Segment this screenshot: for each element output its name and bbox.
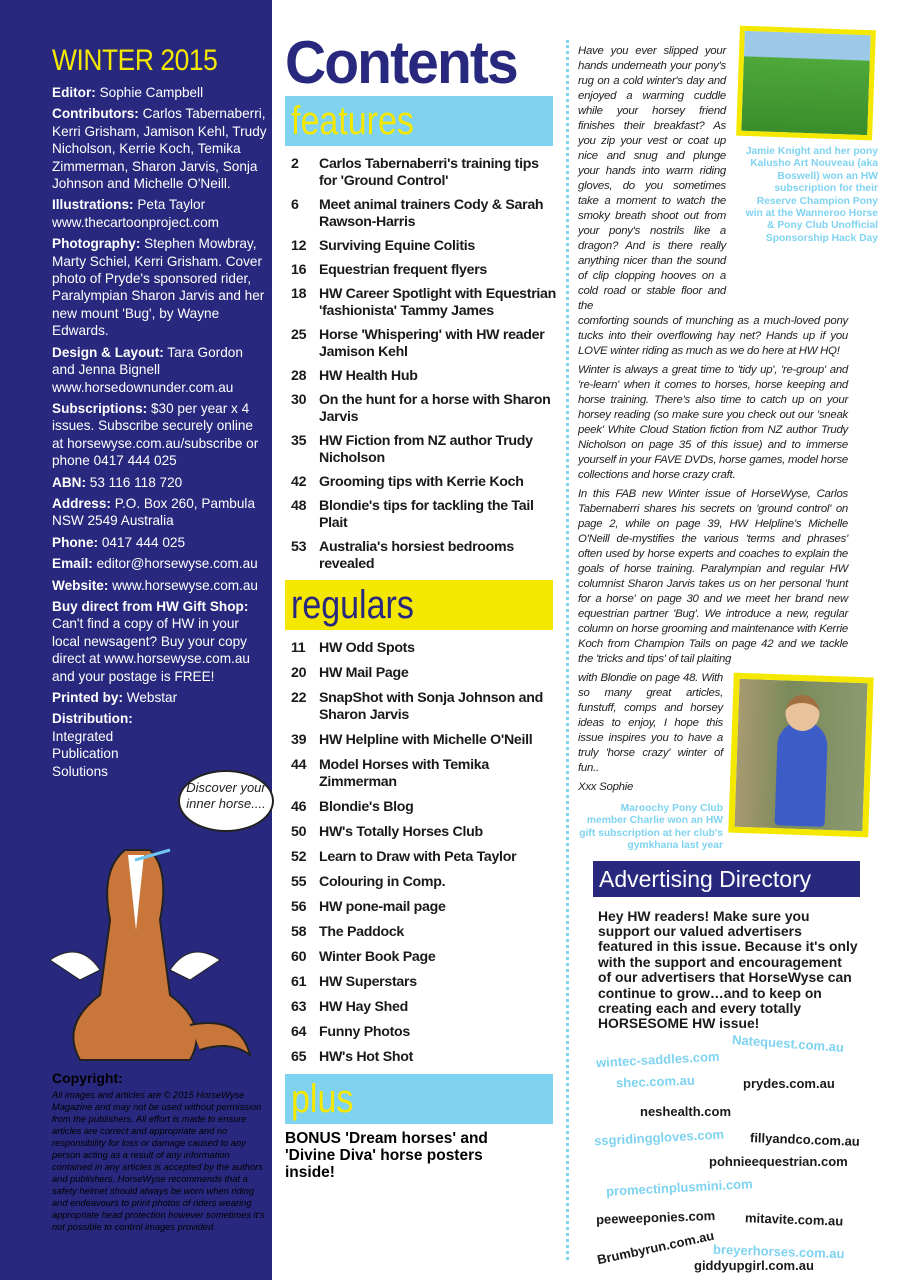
page-number: 30 — [291, 392, 307, 408]
article-title: HW Mail Page — [319, 665, 409, 681]
page-number: 42 — [291, 474, 307, 490]
page-number: 39 — [291, 732, 307, 748]
photo-charlie — [728, 673, 873, 838]
address-info: Address: P.O. Box 260, Pambula NSW 2549 Australia — [52, 495, 256, 529]
page-number: 20 — [291, 665, 307, 681]
page-number: 11 — [291, 640, 306, 656]
advertiser-link[interactable]: peeweeponies.com — [595, 1207, 716, 1227]
contents-item — [291, 949, 557, 966]
bonus-posters-note: BONUS 'Dream horses' and 'Divine Diva' horse posters inside! — [285, 1130, 488, 1181]
copyright-text: All images and articles are © 2015 HorseWyse Magazine and may not be used without permission from the publishers. All effort is made to ensure articles are correct and appropriate and no responsibility for loss or damage caused to any person acting as a result of any information contained in any articles is accepted by the authors and publishers. HorseWyse recommends that a safety helmet should always be worn when riding and endeavours to print photos of riders wearing appropriate head protection however sometimes it's not possible to control images provided. — [52, 1090, 265, 1232]
contents-item — [291, 392, 557, 426]
photo-caption: Maroochy Pony Club member Charlie won an HW gift subscription at her club's gymkhana last year — [579, 803, 723, 852]
advertiser-link[interactable]: promectinplusmini.com — [605, 1176, 753, 1199]
page-number: 50 — [291, 824, 307, 840]
article-title: Grooming tips with Kerrie Koch — [319, 474, 524, 490]
illustrations-credit: Illustrations: Peta Taylor www.thecartoonproject.com — [52, 197, 219, 230]
article-title: Learn to Draw with Peta Taylor — [319, 849, 517, 865]
contents-item — [291, 732, 557, 749]
copyright-block — [52, 1070, 267, 1233]
article-title: Colouring in Comp. — [319, 874, 446, 890]
website-info: Website: www.horsewyse.com.au — [52, 577, 258, 593]
article-title: HW's Hot Shot — [319, 1049, 414, 1065]
page-number: 56 — [291, 899, 307, 915]
editorial-paragraph: with Blondie on page 48. With so many great articles, funstuff, comps and horsey ideas to enjoy, I hope this issue inspires you to have a truly 'horse crazy' winter of fun.. — [578, 672, 723, 774]
giftshop-info: Buy direct from HW Gift Shop: Can't find a copy of HW in your local newsagent? Buy your copy direct at www.horsewyse.com.au and your postage is FREE! — [52, 598, 250, 684]
page-number: 64 — [291, 1024, 307, 1040]
contents-item — [291, 1024, 557, 1041]
advertiser-list — [578, 1031, 890, 1273]
advertising-intro: Hey HW readers! Make sure you support our valued advertisers featured in this issue. Because it's only with the support and encouragement of our advertisers that HorseWyse can continue to grow…and to keep on creating each and every totally HORSESOME HW issue! — [598, 907, 858, 1032]
page-number: 46 — [291, 799, 307, 815]
page-number: 35 — [291, 433, 307, 449]
article-title: HW Odd Spots — [319, 640, 415, 656]
advertiser-link[interactable]: fillyandco.com.au — [749, 1129, 861, 1149]
article-title: Blondie's tips for tackling the Tail Plait — [319, 498, 534, 531]
page-number: 53 — [291, 539, 307, 555]
advertiser-link[interactable]: pohnieequestrian.com — [709, 1153, 848, 1169]
editorial-paragraph: Have you ever slipped your hands underneath your pony's rug on a cold winter's day and enjoyed a warming cuddle while your horsey friend finishes their breakfast? As you zip your vest or coat up nice and snug and plunge your hands into warm riding gloves, do you sometimes take a moment to watch the smoky breath shoot out from your pony's nostrils like a dragon? And is there really anything nicer than the sound of clip clopping hooves on a cold road or stable floor and the — [578, 45, 726, 312]
advertiser-link[interactable]: mitavite.com.au — [744, 1210, 844, 1229]
article-title: On the hunt for a horse with Sharon Jarvis — [319, 392, 551, 425]
article-title: HW Hay Shed — [319, 999, 408, 1015]
article-title: SnapShot with Sonja Johnson and Sharon Jarvis — [319, 690, 544, 723]
meditating-horse-illustration — [40, 835, 255, 1065]
speech-bubble: Discover your inner horse.... — [178, 770, 274, 832]
contents-item — [291, 238, 557, 255]
photography-credit: Photography: Stephen Mowbray, Marty Schiel, Kerri Grisham. Cover photo of Pryde's sponsored rider, Paralympian Sharon Jarvis and her new mount 'Bug', by Wayne Edwards. — [52, 236, 265, 339]
editorial-column — [578, 44, 890, 1272]
article-title: Model Horses with Temika Zimmerman — [319, 757, 489, 790]
contents-item — [291, 899, 557, 916]
contents-item — [291, 156, 557, 190]
contents-item — [291, 433, 557, 467]
advertiser-link[interactable]: Natequest.com.au — [731, 1031, 845, 1055]
email-info: Email: editor@horsewyse.com.au — [52, 556, 258, 572]
editor-credit: Editor: Sophie Campbell — [52, 85, 204, 100]
editorial-paragraph: comforting sounds of munching as a much-loved pony tucks into their overflowing hay net? Hands up if you LOVE winter riding as much as we do here at HW HQ! — [578, 315, 848, 357]
page-number: 18 — [291, 286, 307, 302]
advertiser-link[interactable]: wintec-saddles.com — [595, 1048, 720, 1071]
article-title: Horse 'Whispering' with HW reader Jamison Kehl — [319, 327, 545, 360]
contents-item — [291, 690, 557, 724]
page-number: 6 — [291, 197, 299, 213]
features-list — [285, 146, 557, 573]
article-title: Carlos Tabernaberri's training tips for 'Ground Control' — [319, 156, 539, 189]
page-number: 25 — [291, 327, 307, 343]
regulars-list — [285, 630, 557, 1066]
contents-item — [291, 640, 557, 657]
features-header: features — [285, 96, 553, 146]
article-title: The Paddock — [319, 924, 404, 940]
page-title: Contents — [285, 29, 517, 96]
subscriptions-info: Subscriptions: $30 per year x 4 issues. Subscribe securely online at horsewyse.com.au/subscribe or phone 0417 444 025 — [52, 400, 259, 469]
editorial-paragraph: In this FAB new Winter issue of HorseWyse, Carlos Tabernaberri shares his secrets on 'ground control' on page 2, while on page 39, HW Helpline's Michelle O'Neill de-mystifies the various 'terms and phrases' often used by horse experts and coaches to explain the goals of horse training. Paralympian and regular HW columnist Sharon Jarvis takes us on her personal 'hunt for a horse' on page 30 and we meet her brand new equestrian partner 'Bug'. We introduce a new, regular column on horse grooming and maintenance with Kerrie Koch from Champion Tails on page 42 and we tackle the 'tricks and tips' of tail plaiting — [578, 488, 848, 665]
article-title: Funny Photos — [319, 1024, 410, 1040]
distribution-info: Distribution: Integrated Publication Solutions — [52, 711, 133, 779]
advertiser-link[interactable]: ssgridinggloves.com — [593, 1126, 725, 1149]
contents-item — [291, 327, 557, 361]
contents-item — [291, 924, 557, 941]
advertiser-link[interactable]: neshealth.com — [640, 1103, 732, 1119]
contents-item — [291, 799, 557, 816]
page-number: 48 — [291, 498, 307, 514]
article-title: Meet animal trainers Cody & Sarah Rawson-Harris — [319, 197, 544, 230]
dotted-divider — [566, 40, 569, 1260]
article-title: Surviving Equine Colitis — [319, 238, 475, 254]
contents-item — [291, 262, 557, 279]
page-number: 2 — [291, 156, 299, 172]
regulars-header: regulars — [285, 580, 553, 630]
contents-item — [291, 286, 557, 320]
page-number: 60 — [291, 949, 307, 965]
page-number: 61 — [291, 974, 307, 990]
advertiser-link[interactable]: breyerhorses.com.au — [712, 1241, 845, 1262]
copyright-title: Copyright: — [52, 1070, 123, 1086]
contents-item — [291, 539, 557, 573]
page-number: 65 — [291, 1049, 307, 1065]
article-title: HW's Totally Horses Club — [319, 824, 483, 840]
page-number: 22 — [291, 690, 307, 706]
page-number: 44 — [291, 757, 307, 773]
page-number: 16 — [291, 262, 307, 278]
page-number: 55 — [291, 874, 307, 890]
article-title: HW Fiction from NZ author Trudy Nicholson — [319, 433, 533, 466]
page-number: 12 — [291, 238, 307, 254]
page-number: 52 — [291, 849, 307, 865]
article-title: Equestrian frequent flyers — [319, 262, 488, 278]
page-number: 28 — [291, 368, 307, 384]
contents-item — [291, 665, 557, 682]
advertiser-link[interactable]: shec.com.au — [615, 1072, 696, 1091]
printer-info: Printed by: Webstar — [52, 690, 178, 705]
advertiser-link[interactable]: giddyupgirl.com.au — [694, 1257, 814, 1273]
article-title: HW Career Spotlight with Equestrian 'fashionista' Tammy James — [319, 286, 557, 319]
contents-item — [291, 874, 557, 891]
contents-item — [291, 368, 557, 385]
article-title: Winter Book Page — [319, 949, 436, 965]
contents-item — [291, 1049, 557, 1066]
design-credit: Design & Layout: Tara Gordon and Jenna Bignell www.horsedownunder.com.au — [52, 344, 243, 395]
article-title: HW Superstars — [319, 974, 417, 990]
contents-item — [291, 498, 557, 532]
contents-item — [291, 757, 557, 791]
contents-column — [285, 30, 557, 1181]
contents-item — [291, 849, 557, 866]
photo-jamie-knight — [736, 26, 876, 141]
phone-info: Phone: 0417 444 025 — [52, 534, 186, 550]
contents-item — [291, 474, 557, 491]
page-number: 58 — [291, 924, 307, 940]
article-title: Australia's horsiest bedrooms revealed — [319, 539, 514, 572]
article-title: HW pone-mail page — [319, 899, 446, 915]
contents-item — [291, 974, 557, 991]
page-number: 63 — [291, 999, 307, 1015]
issue-title: WINTER 2015 — [52, 44, 218, 77]
contributors-credit: Contributors: Carlos Tabernaberri, Kerri Grisham, Jamison Kehl, Trudy Nicholson, Kerrie Koch, Temika Zimmerman, Sharon Jarvis, Sonja Johnson and Michelle O'Neill. — [52, 106, 267, 192]
advertising-directory-header: Advertising Directory — [593, 861, 860, 897]
abn-info: ABN: 53 116 118 720 — [52, 474, 183, 490]
contents-item — [291, 824, 557, 841]
advertiser-link[interactable]: prydes.com.au — [743, 1075, 835, 1091]
contents-item — [291, 197, 557, 231]
article-title: HW Health Hub — [319, 368, 418, 384]
photo-caption: Jamie Knight and her pony Kalusho Art Nouveau (aka Boswell) won an HW subscription for their Reserve Champion Pony win at the Wanneroo Horse & Pony Club Unofficial Sponsorship Hack Day — [745, 146, 878, 244]
advertiser-link[interactable]: Brumbyrun.com.au — [595, 1227, 716, 1268]
editorial-paragraph: Winter is always a great time to 'tidy up', 're-group' and 're-learn' when it comes to horses, horse keeping and horse training. There's also time to catch up on your horsey reading (so make sure you check out our 'sneak peek' White Cloud Station fiction from NZ author Trudy Nicholson on page 35 of this issue) and to immerse yourself in your FAVE DVDs, horse games, model horse collections and horse crazy craft. — [578, 364, 848, 481]
article-title: Blondie's Blog — [319, 799, 414, 815]
plus-header: plus — [285, 1074, 553, 1124]
article-title: HW Helpline with Michelle O'Neill — [319, 732, 533, 748]
contents-item — [291, 999, 557, 1016]
editor-signoff: Xxx Sophie — [578, 781, 634, 793]
